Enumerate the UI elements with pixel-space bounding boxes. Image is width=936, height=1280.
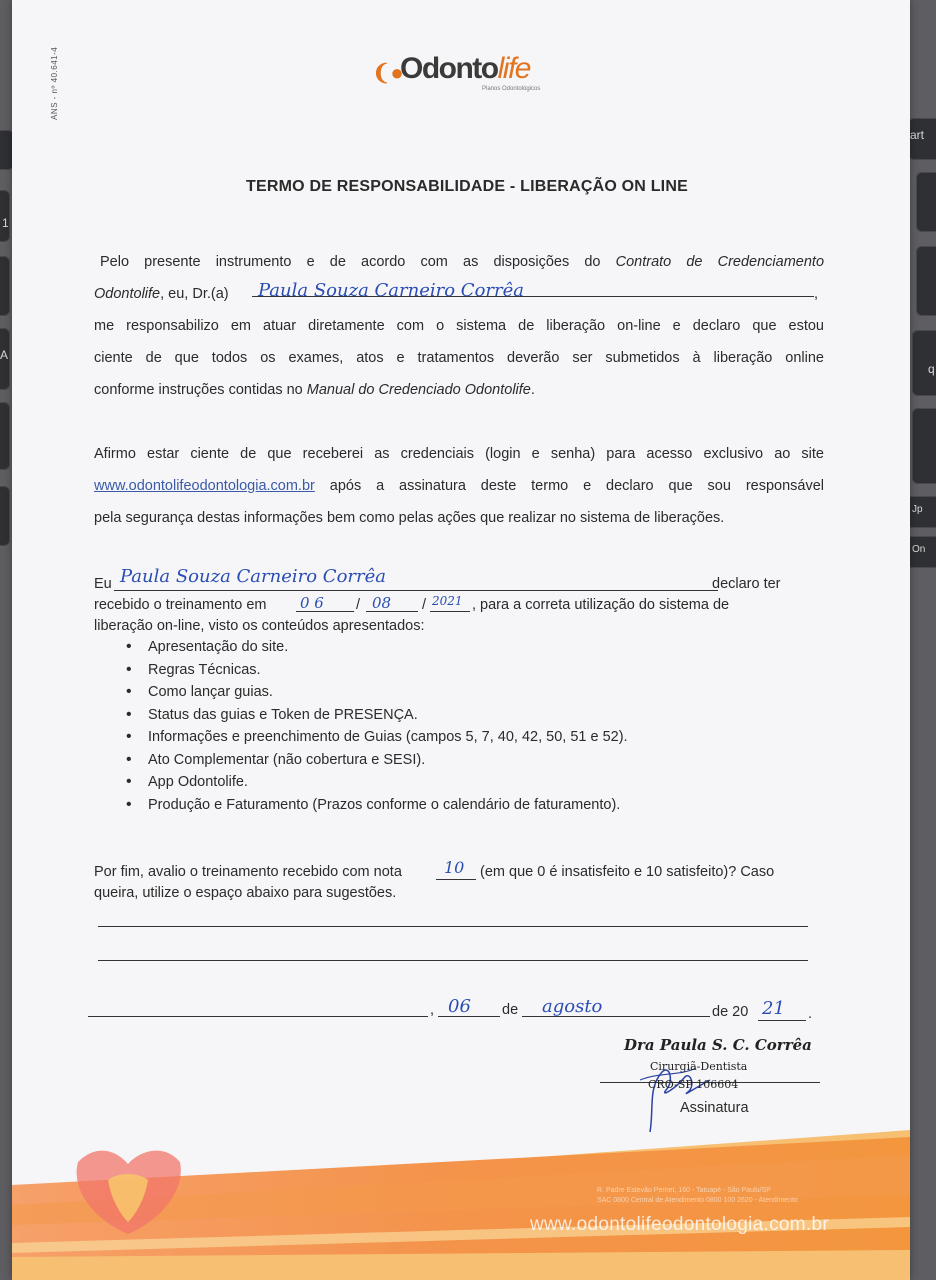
training-year-line bbox=[430, 611, 470, 612]
document-page: ANS - nº 40.641-4 ❨● Odontolife Planos Odontológicos TERMO DE RESPONSABILIDADE - LIBERAÇÃO ON LINE Pelo presente instrumento e de acordo com as disposições do Contrato de Credenciamento Odontolife, eu, Dr.(a) , me responsabilizo em atuar diretamente com o sistema de liberação on-line e declaro que estou ciente de que todos os exames, atos e tratamentos deverão ser submetidos à liberação online conforme instruções contidas no Manual do Credenciado Odontolife. Paula Souza Carneiro Corrêa Afirmo estar ciente de que receberei as credenciais (login e senha) para acesso exclusivo ao site www.odontolifeodontologia.com.br após a assinatura deste termo e declaro que sou responsável pela segurança destas informações bem como pelas ações que realizar no sistema de liberações. Eu declaro ter recebido o treinamento em / / , para a correta utilização do sistema de liberação on-line, visto os conteúdos apresentados: Paula Souza Carneiro Corrêa 0 6 08 2021 • Apresentação do site. • Regras Técnicas. • Como lançar guias. • Status das guias e Token de PRESENÇA. • Informações e preenchimento de Guias (campos 5, 7, 40, 42, 50, 51 e 52). • Ato Complementar (não cobertura e SESI). • App Odontolife. • Produção e Faturamento (Prazos conforme o calendário de faturamento). Por fim, avalio o treinamento recebido com nota (em que 0 é insatisfeito e 10 satisfeito)? Caso queira, utilize o espaço abaixo para sugestões. 10 , 06 de agosto de 20 21 . Dra Paula S. C. Corrêa Cirurgiã-Dentista CRO-SP 106604 Assinatura R. Padre Estevão Pernet, 160 - Tatuapé - São Paulo/SP SAC 0800 Central de Atendimento 0800 100 2620 - Atendimento www.odontolifeodontologia.com.br bbox=[12, 0, 910, 1280]
city-line bbox=[88, 1016, 428, 1017]
signature-block bbox=[610, 1028, 810, 1138]
rating-line bbox=[436, 879, 476, 880]
list-item: • App Odontolife. bbox=[126, 771, 628, 794]
list-item: • Informações e preenchimento de Guias (campos 5, 7, 40, 42, 50, 51 e 52). bbox=[126, 726, 628, 749]
list-item: • Regras Técnicas. bbox=[126, 659, 628, 682]
key-label: A bbox=[0, 348, 9, 362]
stamp-name: Dra Paula S. C. Corrêa bbox=[624, 1036, 812, 1054]
list-item: • Produção e Faturamento (Prazos conforme o calendário de faturamento). bbox=[126, 794, 628, 817]
handwritten-training-year: 2021 bbox=[432, 594, 463, 608]
suggestion-line-2 bbox=[98, 960, 808, 961]
logo-brand-a: Odonto bbox=[400, 52, 498, 85]
keyboard-key bbox=[906, 536, 936, 568]
stamp-role: Cirurgiã-Dentista bbox=[650, 1060, 748, 1073]
list-item: • Como lançar guias. bbox=[126, 681, 628, 704]
key-label: q bbox=[928, 362, 935, 376]
document-title: TERMO DE RESPONSABILIDADE - LIBERAÇÃO ON LINE bbox=[246, 178, 688, 195]
key-label: Jp bbox=[912, 504, 923, 515]
logo-mark-icon: ❨● bbox=[372, 60, 404, 85]
list-item: • Status das guias e Token de PRESENÇA. bbox=[126, 704, 628, 727]
suggestion-line-1 bbox=[98, 926, 808, 927]
stamp-cro: CRO-SP 106604 bbox=[648, 1078, 739, 1091]
date-year-line bbox=[758, 1020, 806, 1021]
handwritten-training-month: 08 bbox=[372, 594, 392, 612]
keyboard-key bbox=[0, 256, 10, 316]
footer-address: R. Padre Estevão Pernet, 160 - Tatuapé - São Paulo/SP SAC 0800 Central de Atendimento 0800 100 2620 - Atendimento bbox=[597, 1187, 798, 1204]
handwritten-training-day: 0 6 bbox=[300, 594, 324, 612]
keyboard-key bbox=[0, 402, 10, 470]
paragraph-declaration: Pelo presente instrumento e de acordo com as disposições do Contrato de Credenciamento Odontolife, eu, Dr.(a) , me responsabilizo em atuar diretamente com o sistema de liberação on-line e declaro que estou ciente de que todos os exames, atos e tratamentos deverão ser submetidos à liberação online conforme instruções contidas no Manual do Credenciado Odontolife. bbox=[94, 254, 825, 398]
footer-website: www.odontolifeodontologia.com.br bbox=[530, 1214, 829, 1235]
signature-label: Assinatura bbox=[680, 1100, 749, 1116]
training-topics-list bbox=[126, 636, 628, 816]
trainee-name-line bbox=[114, 590, 718, 591]
keyboard-key bbox=[916, 246, 936, 316]
handwritten-trainee-name: Paula Souza Carneiro Corrêa bbox=[120, 566, 387, 587]
paragraph-credentials: Afirmo estar ciente de que receberei as credenciais (login e senha) para acesso exclusivo ao site www.odontolifeodontologia.com.br após a assinatura deste termo e declaro que sou responsável pela segurança destas informações bem como pelas ações que realizar no sistema de liberações. bbox=[94, 446, 825, 526]
keyboard-key bbox=[0, 328, 10, 390]
ans-registration-code: ANS - nº 40.641-4 bbox=[50, 46, 59, 120]
logo-brand-b: life bbox=[497, 52, 530, 85]
keyboard-key bbox=[906, 496, 936, 528]
odontolife-logo bbox=[372, 52, 572, 98]
key-label: On bbox=[912, 544, 926, 555]
website-link[interactable]: www.odontolifeodontologia.com.br bbox=[94, 478, 315, 494]
keyboard-key bbox=[912, 408, 936, 484]
handwritten-rating: 10 bbox=[444, 858, 465, 877]
key-label: art bbox=[910, 128, 925, 142]
handwritten-date-year: 21 bbox=[762, 998, 785, 1019]
keyboard-key bbox=[0, 190, 10, 242]
keyboard-key bbox=[908, 118, 936, 160]
list-item: • Apresentação do site. bbox=[126, 636, 628, 659]
logo-tagline: Planos Odontológicos bbox=[482, 86, 541, 92]
handwritten-date-day: 06 bbox=[448, 996, 471, 1017]
key-label: 1 bbox=[2, 216, 9, 230]
list-item: • Ato Complementar (não cobertura e SESI). bbox=[126, 749, 628, 772]
paragraph-training: Eu declaro ter recebido o treinamento em / / , para a correta utilização do sistema de liberação on-line, visto os conteúdos apresentados: bbox=[94, 576, 781, 634]
handwritten-date-month: agosto bbox=[542, 996, 603, 1017]
footer-emblem-icon bbox=[68, 1142, 188, 1238]
keyboard-key bbox=[0, 486, 10, 546]
paragraph-rating: Por fim, avalio o treinamento recebido com nota (em que 0 é insatisfeito e 10 satisfeito)? Caso queira, utilize o espaço abaixo para sugestões. bbox=[94, 864, 775, 901]
keyboard-key bbox=[912, 330, 936, 396]
handwritten-doctor-name: Paula Souza Carneiro Corrêa bbox=[258, 280, 525, 301]
